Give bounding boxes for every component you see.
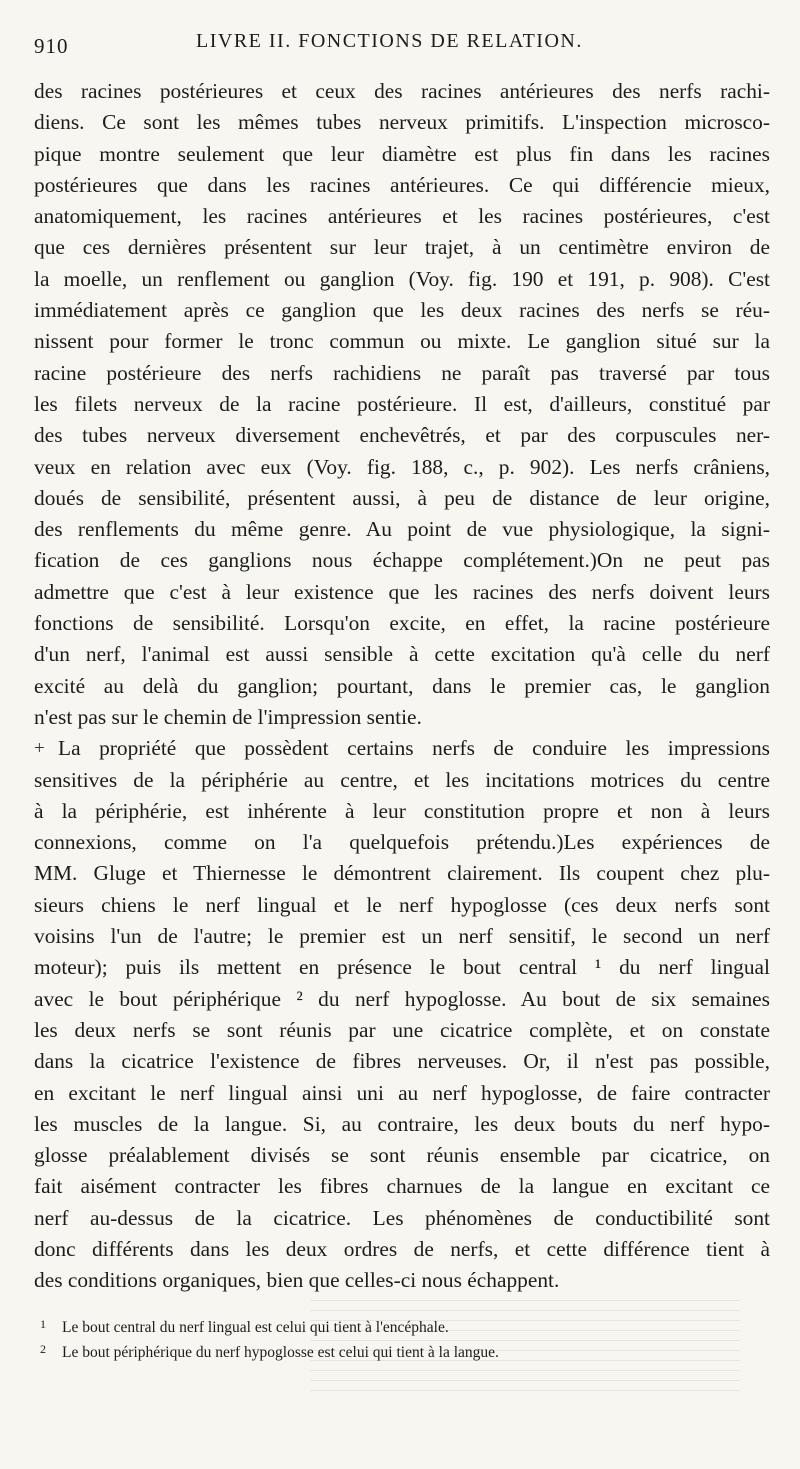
text-line: fonctions de sensibilité. Lorsqu'on excite, en effet, la racine postérieure [34,611,770,636]
text-line: anatomiquement, les racines antérieures et les racines postérieures, c'est [34,204,770,229]
text-line: doués de sensibilité, présentent aussi, à peu de distance de leur origine, [34,485,770,510]
text-line: veux en relation avec eux (Voy. fig. 188, c., p. 902). Les nerfs crâniens, [34,454,770,479]
text-line: MM. Gluge et Thiernesse le démontrent clairement. Ils coupent chez plu- [34,861,770,886]
text-line: La propriété que possèdent certains nerfs de conduire les impressions [58,736,770,761]
footnote-text: Le bout central du nerf lingual est celui qui tient à l'encéphale. [62,1318,449,1336]
text-line: nerf au-dessus de la cicatrice. Les phénomènes de conductibilité sont [34,1205,770,1230]
running-header [34,0,770,58]
text-line: pique montre seulement que leur diamètre est plus fin dans les racines [34,141,770,166]
footnote-number: 2 [40,1341,46,1356]
text-line: moteur); puis ils mettent en présence le bout central ¹ du nerf lingual [34,955,770,980]
running-title: LIVRE II. FONCTIONS DE RELATION. [196,30,583,52]
text-line: fication de ces ganglions nous échappe complétement.)On ne peut pas [34,548,770,573]
text-line: voisins l'un de l'autre; le premier est un nerf sensitif, le second un nerf [34,924,770,949]
text-line: excité au delà du ganglion; pourtant, dans le premier cas, le ganglion [34,673,770,698]
text-line: dans la cicatrice l'existence de fibres nerveuses. Or, il n'est pas possible, [34,1049,770,1074]
text-line: que ces dernières présentent sur leur trajet, à un centimètre environ de [34,235,770,260]
paragraph-end-line: n'est pas sur le chemin de l'impression sentie. [34,704,422,729]
paragraph-end-line: des conditions organiques, bien que celles-ci nous échappent. [34,1268,560,1293]
text-line: des renflements du même genre. Au point de vue physiologique, la signi- [34,517,770,542]
text-line: diens. Ce sont les mêmes tubes nerveux primitifs. L'inspection microsco- [34,110,770,135]
margin-annotation-mark: + [34,738,45,760]
footnote-number: 1 [40,1316,46,1331]
page-number: 910 [34,34,69,58]
text-line: des tubes nerveux diversement enchevêtrés, et par des corpuscules ner- [34,423,770,448]
text-line: fait aisément contracter les fibres charnues de la langue en excitant ce [34,1174,770,1199]
text-line: des racines postérieures et ceux des racines antérieures des nerfs rachi- [34,79,770,103]
text-line: les deux nerfs se sont réunis par une cicatrice complète, et on constate [34,1017,770,1042]
text-line: sensitives de la périphérie au centre, et les incitations motrices du centre [34,767,770,792]
text-line: admettre que c'est à leur existence que les racines des nerfs doivent leurs [34,579,770,604]
text-line: sieurs chiens le nerf lingual et le nerf hypoglosse (ces deux nerfs sont [34,892,770,917]
show-through-texture [310,1300,740,1400]
text-line: racine postérieure des nerfs rachidiens ne paraît pas traversé par tous [34,360,770,385]
text-line: la moelle, un renflement ou ganglion (Voy. fig. 190 et 191, p. 908). C'est [34,266,770,291]
text-line: en excitant le nerf lingual ainsi uni au nerf hypoglosse, de faire contracter [34,1080,770,1105]
text-line: d'un nerf, l'animal est aussi sensible à cette excitation qu'à celle du nerf [34,642,770,667]
text-line: donc différents dans les deux ordres de nerfs, et cette différence tient à [34,1236,770,1261]
text-line: à la périphérie, est inhérente à leur constitution propre et non à leurs [34,798,770,823]
text-line: connexions, comme on l'a quelquefois prétendu.)Les expériences de [34,830,770,855]
text-line: les filets nerveux de la racine postérieure. Il est, d'ailleurs, constitué par [34,391,770,416]
text-line: avec le bout périphérique ² du nerf hypoglosse. Au bout de six semaines [34,986,770,1011]
text-line: nissent pour former le tronc commun ou mixte. Le ganglion situé sur la [34,329,770,354]
footnote-text: Le bout périphérique du nerf hypoglosse est celui qui tient à la langue. [62,1343,499,1361]
text-line: postérieures que dans les racines antérieures. Ce qui différencie mieux, [34,172,770,197]
text-line: glosse préalablement divisés se sont réunis ensemble par cicatrice, on [34,1143,770,1168]
text-line: immédiatement après ce ganglion que les deux racines des nerfs se réu- [34,298,770,323]
text-line: les muscles de la langue. Si, au contraire, les deux bouts du nerf hypo- [34,1111,770,1136]
body-text [34,76,770,1297]
paragraph-start-line [34,733,770,764]
